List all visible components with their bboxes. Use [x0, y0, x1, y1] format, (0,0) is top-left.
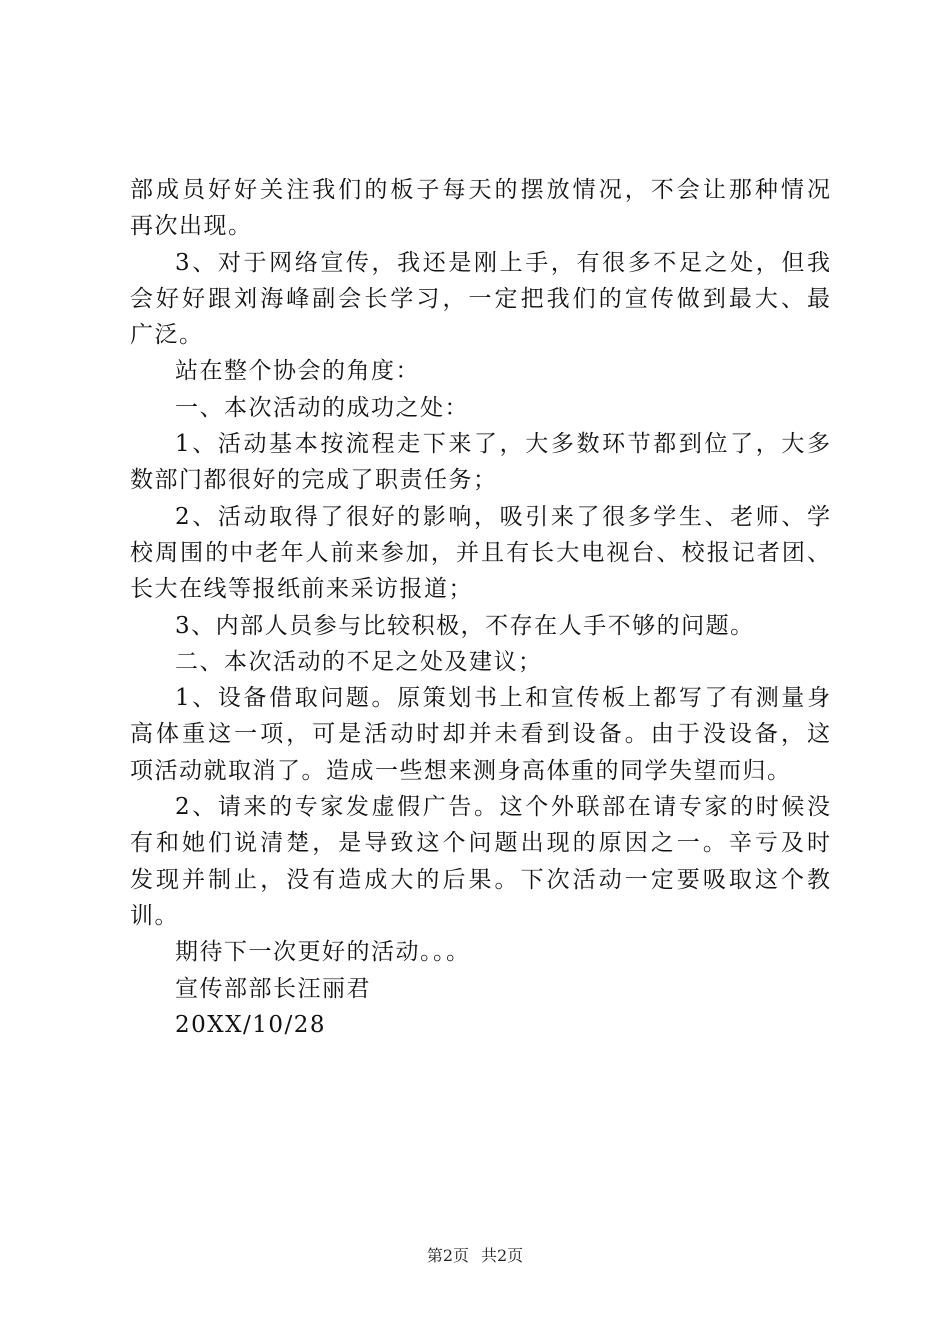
text-line: 训。: [130, 902, 179, 929]
text-line: 数部门都很好的完成了职责任务；: [130, 467, 498, 494]
text-line: 2、请来的专家发虚假广告。这个外联部在请专家的时候没: [175, 794, 830, 821]
text-line: 发现并制止，没有造成大的后果。下次活动一定要吸取这个教: [130, 866, 830, 893]
page-total: 共2页: [481, 1246, 524, 1265]
text-line: 3、对于网络宣传，我还是刚上手，有很多不足之处，但我: [175, 249, 830, 276]
page-number: 第2页: [426, 1246, 469, 1265]
page-footer: [0, 1243, 950, 1266]
text-line: 2、活动取得了很好的影响，吸引来了很多学生、老师、学: [175, 503, 830, 530]
text-line: 3、内部人员参与比较积极，不存在人手不够的问题。: [175, 612, 755, 639]
text-line: 1、活动基本按流程走下来了，大多数环节都到位了，大多: [175, 431, 830, 458]
text-line: 部成员好好关注我们的板子每天的摆放情况，不会让那种情况: [130, 177, 830, 203]
text-line: 会好好跟刘海峰副会长学习，一定把我们的宣传做到最大、最: [130, 285, 830, 312]
text-line: 1、设备借取问题。原策划书上和宣传板上都写了有测量身: [175, 685, 830, 712]
text-line: 再次出现。: [130, 213, 253, 240]
text-line: 高体重这一项，可是活动时却并未看到设备。由于没设备，这: [130, 721, 830, 748]
section-heading: 一、本次活动的成功之处：: [175, 394, 469, 421]
text-line: 有和她们说清楚，是导致这个问题出现的原因之一。辛亏及时: [130, 830, 830, 857]
text-line: 广泛。: [130, 322, 204, 349]
date: 20XX/10/28: [175, 1011, 327, 1038]
closing-line: 期待下一次更好的活动。。。: [175, 939, 471, 966]
section-heading: 二、本次活动的不足之处及建议；: [175, 648, 543, 675]
signature: 宣传部部长汪丽君: [175, 975, 371, 1002]
text-line: 项活动就取消了。造成一些想来测身高体重的同学失望而归。: [130, 757, 792, 784]
text-line: 长大在线等报纸前来采访报道；: [130, 576, 473, 603]
section-heading: 站在整个协会的角度：: [175, 358, 420, 385]
text-line: 校周围的中老年人前来参加，并且有长大电视台、校报记者团、: [130, 539, 830, 566]
document-body: [130, 172, 830, 1043]
